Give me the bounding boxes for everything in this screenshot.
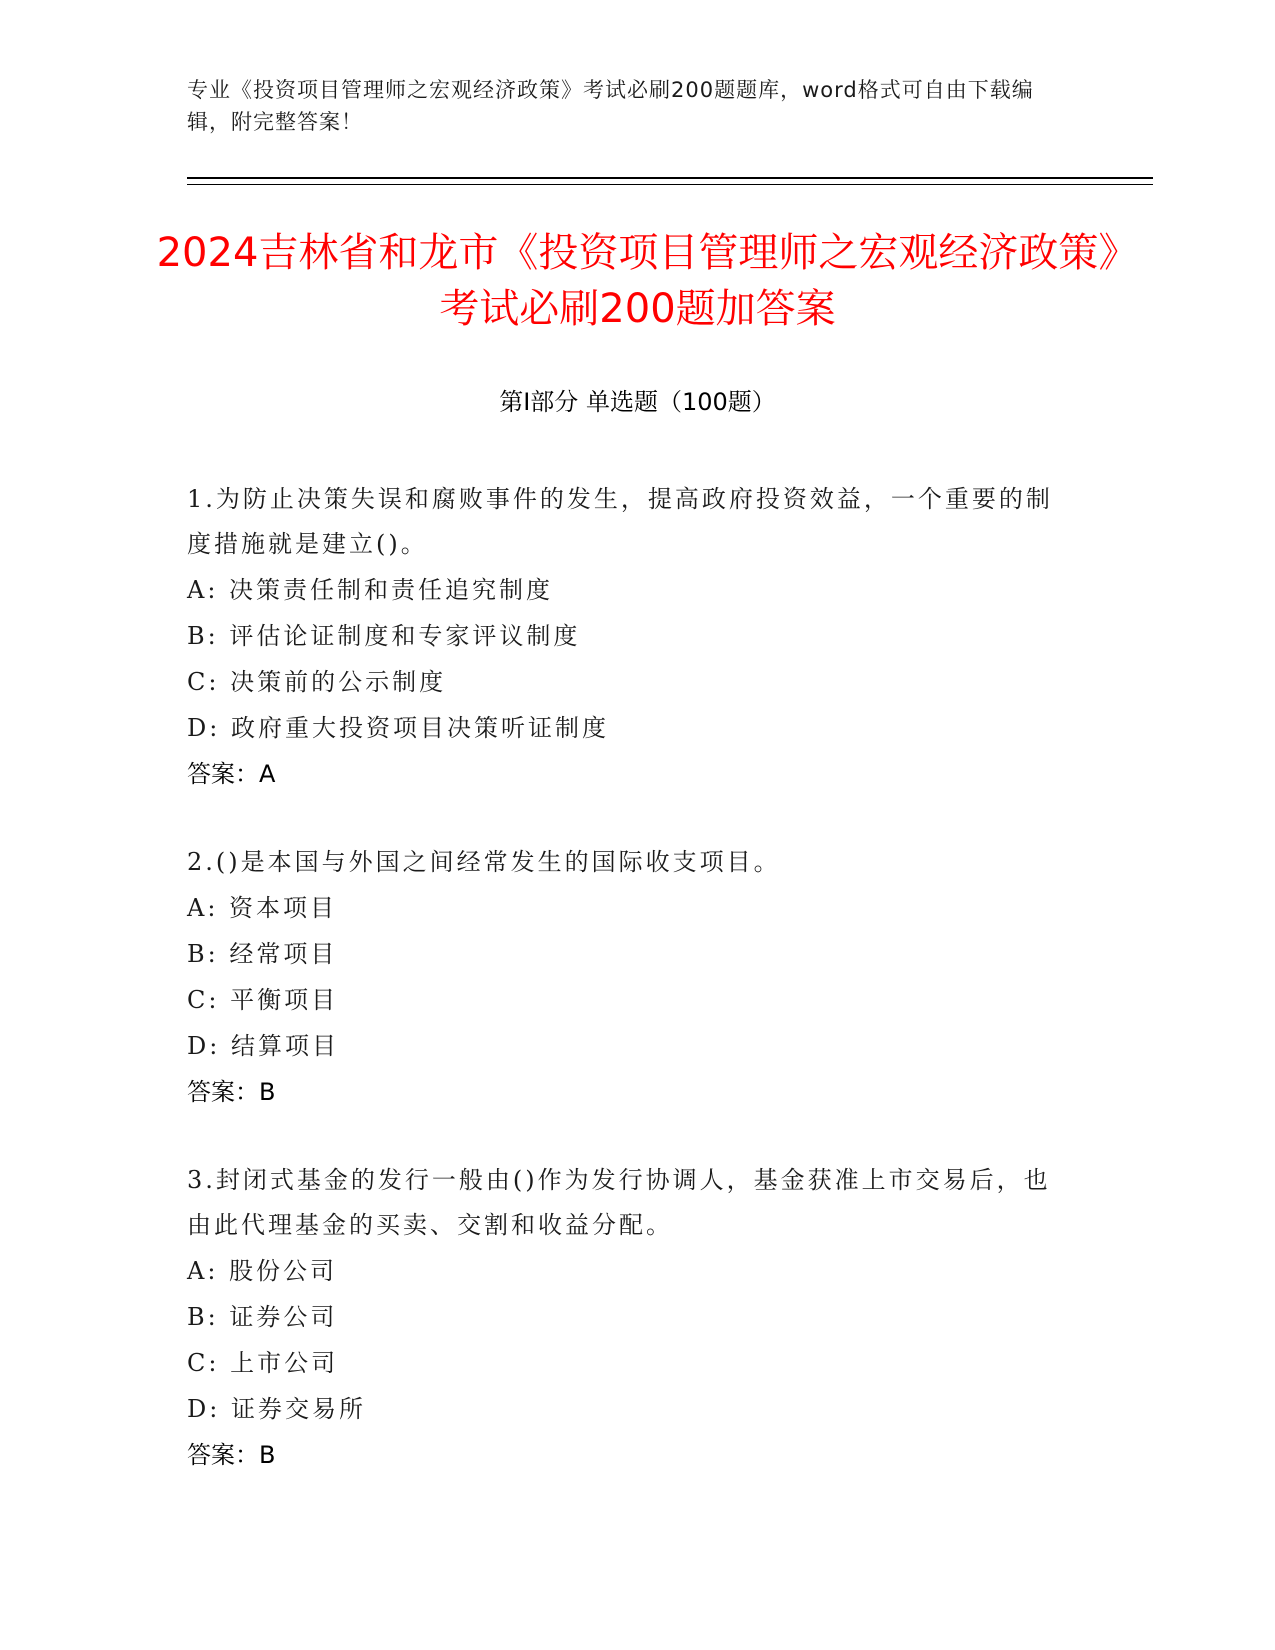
- option-a: A: 资本项目: [187, 894, 338, 922]
- option-c: C: 上市公司: [187, 1349, 339, 1377]
- question-list: [187, 477, 1067, 1521]
- option-c: C: 决策前的公示制度: [187, 668, 447, 696]
- header-note: 专业《投资项目管理师之宏观经济政策》考试必刷200题题库，word格式可自由下载编辑，附完整答案！: [187, 78, 1034, 134]
- header-divider-thin: [187, 184, 1153, 185]
- question-3: [187, 1158, 1067, 1478]
- option-d: D: 证券交易所: [187, 1395, 366, 1423]
- option-d: D: 结算项目: [187, 1032, 339, 1060]
- answer: 答案：A: [187, 760, 276, 788]
- question-stem: 3.封闭式基金的发行一般由()作为发行协调人，基金获准上市交易后，也由此代理基金的买卖、交割和收益分配。: [187, 1166, 1051, 1239]
- option-c: C: 平衡项目: [187, 986, 339, 1014]
- answer: 答案：B: [187, 1441, 276, 1469]
- question-1: [187, 477, 1067, 797]
- option-b: B: 证券公司: [187, 1303, 338, 1331]
- option-b: B: 评估论证制度和专家评议制度: [187, 622, 581, 650]
- document-title: 2024吉林省和龙市《投资项目管理师之宏观经济政策》考试必刷200题加答案: [156, 230, 1119, 332]
- option-a: A: 决策责任制和责任追究制度: [187, 576, 554, 604]
- option-a: A: 股份公司: [187, 1257, 338, 1285]
- section-heading: 第Ⅰ部分 单选题（100题）: [499, 388, 776, 416]
- question-2: [187, 840, 1067, 1115]
- answer: 答案：B: [187, 1078, 276, 1106]
- option-b: B: 经常项目: [187, 940, 338, 968]
- header-divider-thick: [187, 177, 1153, 179]
- question-stem: 2.()是本国与外国之间经常发生的国际收支项目。: [187, 848, 781, 876]
- question-stem: 1.为防止决策失误和腐败事件的发生，提高政府投资效益，一个重要的制度措施就是建立()。: [187, 485, 1053, 558]
- option-d: D: 政府重大投资项目决策听证制度: [187, 714, 609, 742]
